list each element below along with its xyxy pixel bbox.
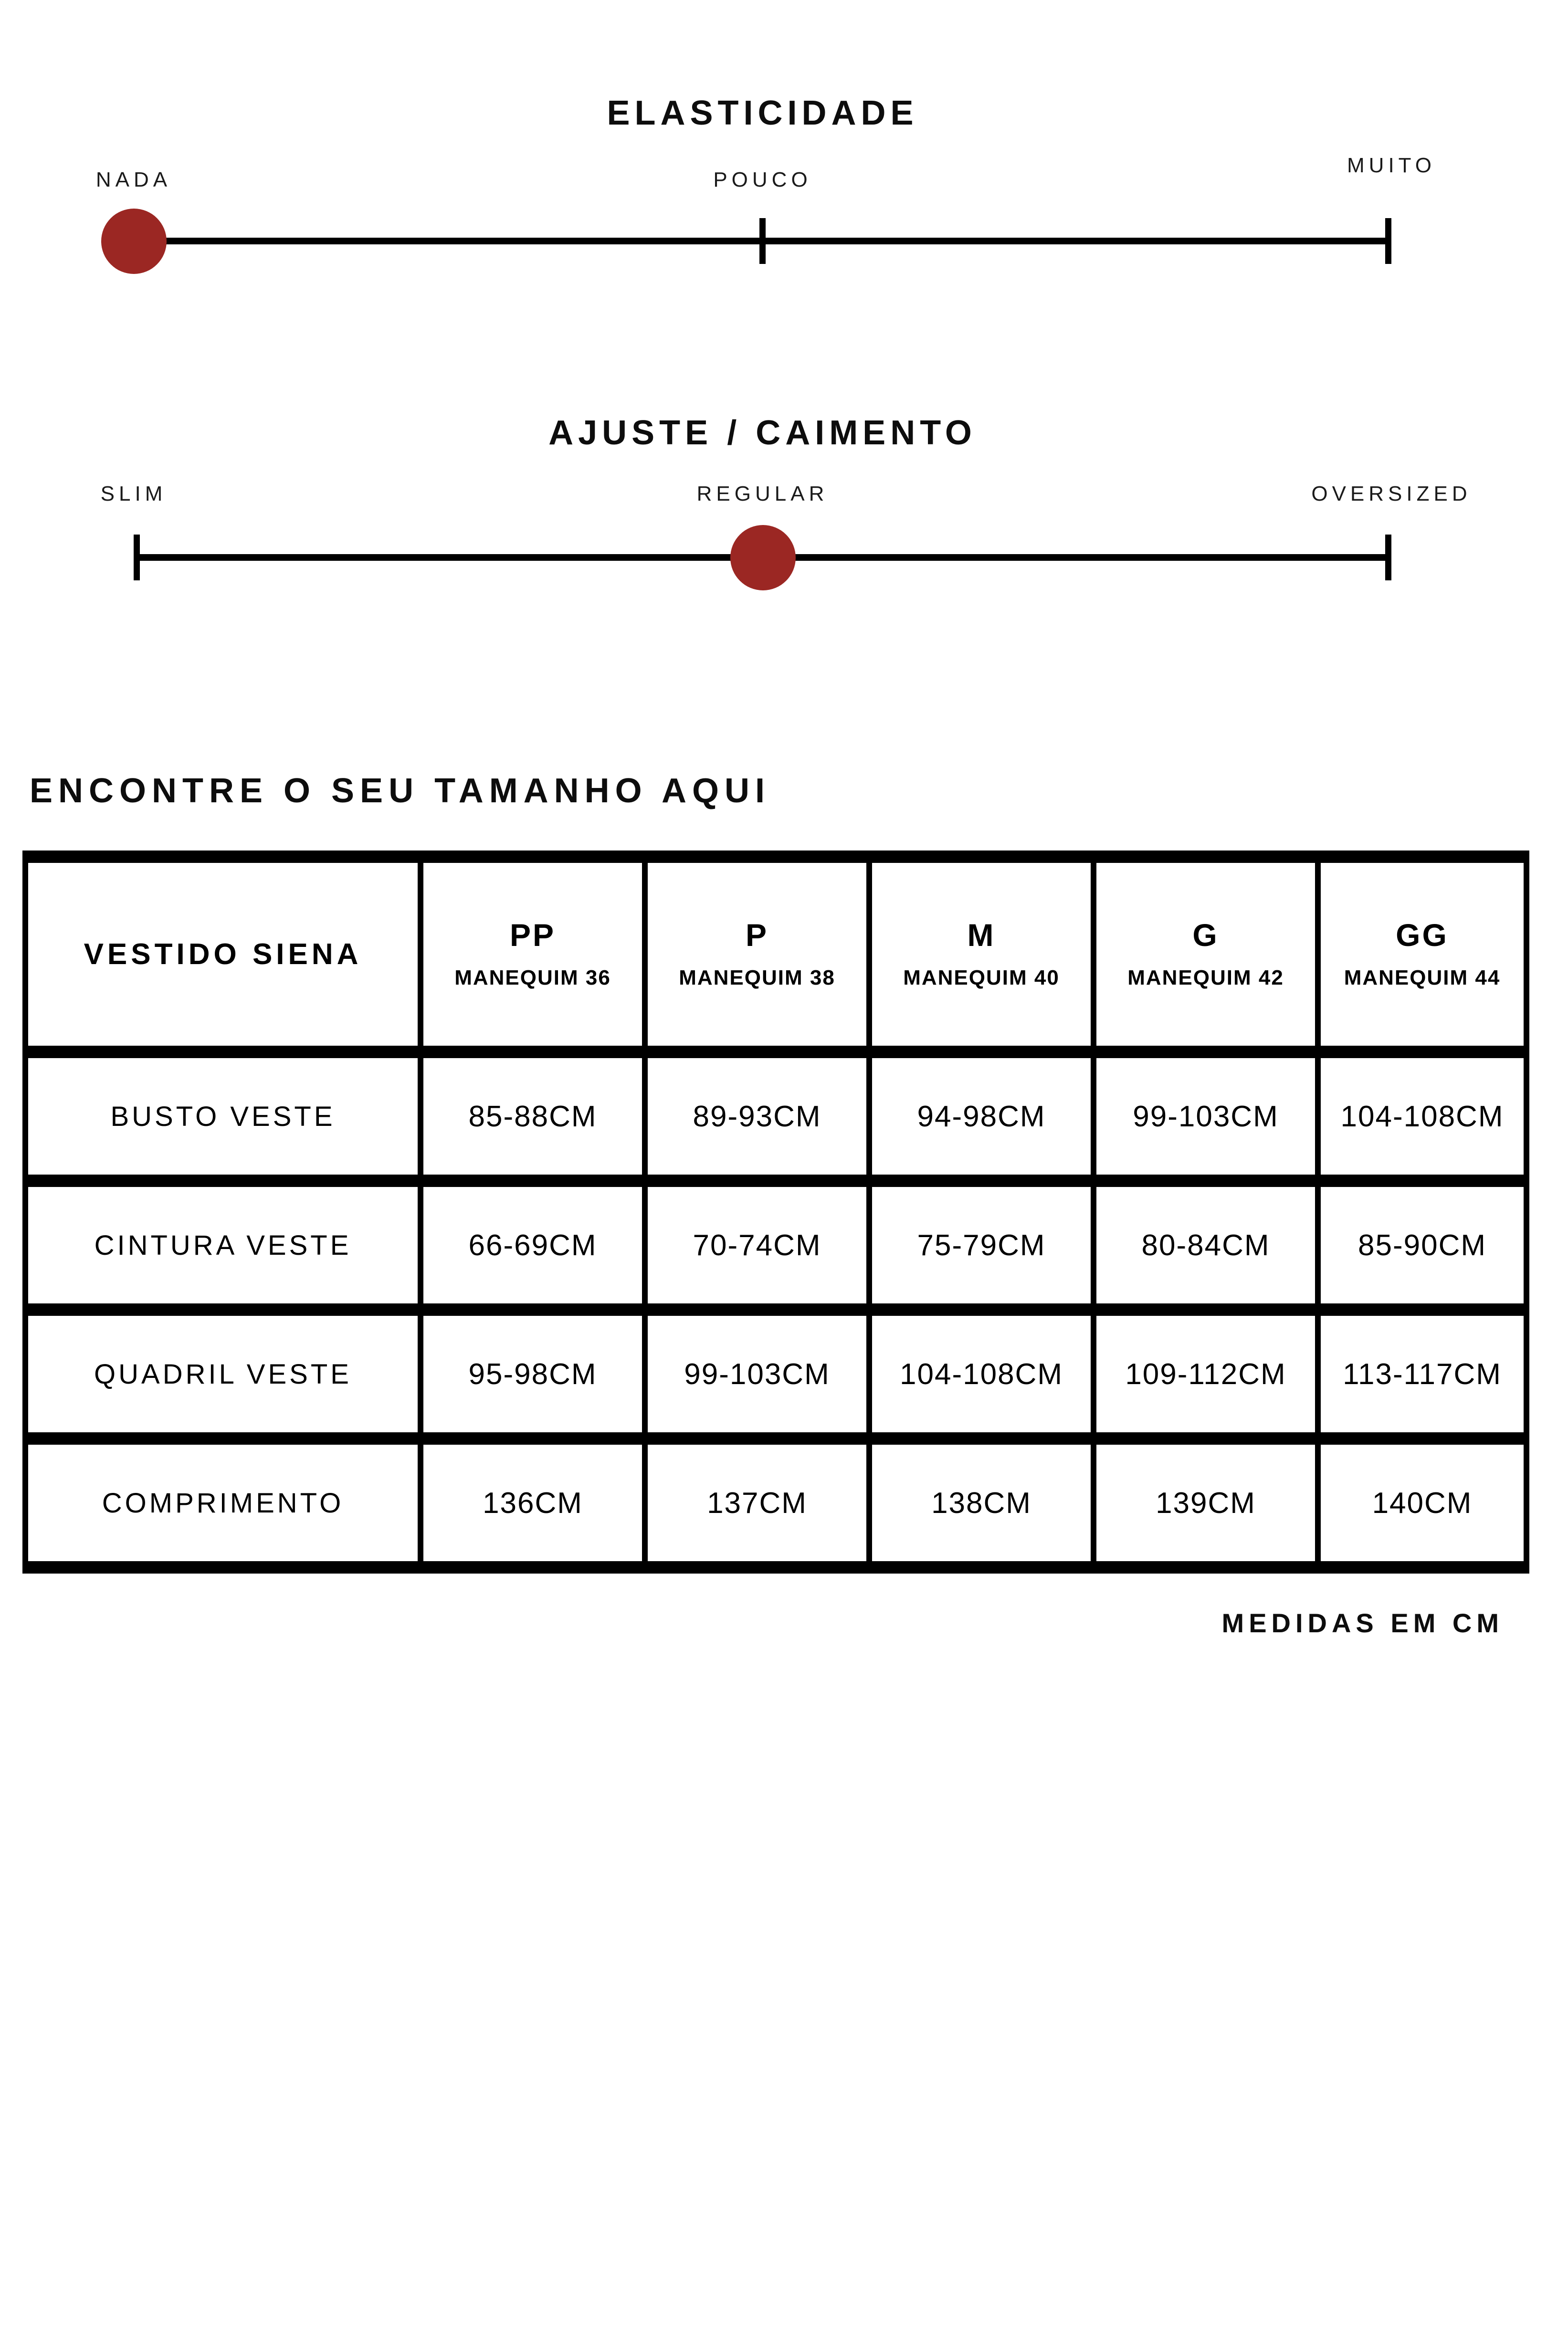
cintura-pp: 66-69CM	[468, 1228, 597, 1262]
fit-start-tick	[134, 535, 140, 580]
row-label-quadril: QUADRIL VESTE	[94, 1358, 352, 1390]
size-col-g	[1096, 863, 1321, 1058]
elasticity-label-pouco: POUCO	[713, 168, 812, 191]
mannequin-38: MANEQUIM 38	[679, 966, 835, 990]
comprimento-m: 138CM	[931, 1486, 1031, 1520]
mannequin-40: MANEQUIM 40	[903, 966, 1060, 990]
product-name: VESTIDO SIENA	[84, 938, 362, 971]
size-letter-g: G	[1192, 917, 1219, 953]
comprimento-g: 139CM	[1156, 1486, 1256, 1520]
quadril-g: 109-112CM	[1125, 1357, 1286, 1391]
fit-indicator-dot	[730, 525, 796, 590]
elasticity-slider	[95, 94, 1436, 342]
size-letter-gg: GG	[1396, 917, 1449, 953]
measurements-footnote: MEDIDAS EM CM	[1221, 1608, 1504, 1638]
table-row-comprimento	[28, 1445, 1529, 1574]
elasticity-mid-tick	[759, 218, 766, 264]
size-col-pp	[423, 863, 648, 1058]
fit-end-tick	[1385, 535, 1391, 580]
row-label-busto: BUSTO VESTE	[110, 1101, 336, 1132]
size-letter-m: M	[967, 917, 996, 953]
table-row-cintura	[28, 1187, 1529, 1316]
fit-label-slim: SLIM	[100, 482, 167, 505]
size-col-m	[872, 863, 1096, 1058]
size-table	[22, 850, 1529, 1574]
size-letter-p: P	[745, 917, 769, 953]
fit-slider	[100, 413, 1472, 662]
quadril-p: 99-103CM	[684, 1357, 830, 1391]
cintura-g: 80-84CM	[1141, 1228, 1270, 1262]
row-label-cintura: CINTURA VESTE	[94, 1229, 352, 1261]
comprimento-p: 137CM	[707, 1486, 807, 1520]
fit-label-oversized: OVERSIZED	[1311, 482, 1472, 505]
fit-title: AJUSTE / CAIMENTO	[548, 414, 977, 452]
busto-g: 99-103CM	[1133, 1100, 1279, 1133]
quadril-m: 104-108CM	[900, 1357, 1063, 1391]
mannequin-42: MANEQUIM 42	[1127, 966, 1284, 990]
table-header-row	[28, 863, 1529, 1058]
size-letter-pp: PP	[509, 917, 556, 953]
size-col-p	[648, 863, 872, 1058]
quadril-gg: 113-117CM	[1343, 1357, 1502, 1391]
product-name-cell	[28, 863, 423, 1058]
elasticity-indicator-dot	[101, 209, 167, 274]
busto-pp: 85-88CM	[468, 1100, 597, 1133]
table-row-quadril	[28, 1316, 1529, 1445]
cintura-gg: 85-90CM	[1358, 1228, 1486, 1262]
quadril-pp: 95-98CM	[468, 1357, 597, 1391]
mannequin-36: MANEQUIM 36	[454, 966, 611, 990]
comprimento-pp: 136CM	[483, 1486, 583, 1520]
fit-label-regular: REGULAR	[696, 482, 829, 505]
comprimento-gg: 140CM	[1372, 1486, 1473, 1520]
find-size-heading: ENCONTRE O SEU TAMANHO AQUI	[30, 771, 771, 810]
busto-gg: 104-108CM	[1340, 1100, 1504, 1133]
elasticity-label-nada: NADA	[95, 168, 172, 191]
elasticity-title: ELASTICIDADE	[607, 94, 918, 132]
cintura-p: 70-74CM	[693, 1228, 821, 1262]
busto-p: 89-93CM	[693, 1100, 821, 1133]
cintura-m: 75-79CM	[917, 1228, 1046, 1262]
row-label-comprimento: COMPRIMENTO	[102, 1487, 344, 1519]
table-row-busto	[28, 1058, 1529, 1187]
mannequin-44: MANEQUIM 44	[1344, 966, 1501, 990]
size-col-gg	[1321, 863, 1529, 1058]
busto-m: 94-98CM	[917, 1100, 1046, 1133]
elasticity-end-tick	[1385, 218, 1391, 264]
elasticity-label-muito: MUITO	[1347, 154, 1436, 177]
